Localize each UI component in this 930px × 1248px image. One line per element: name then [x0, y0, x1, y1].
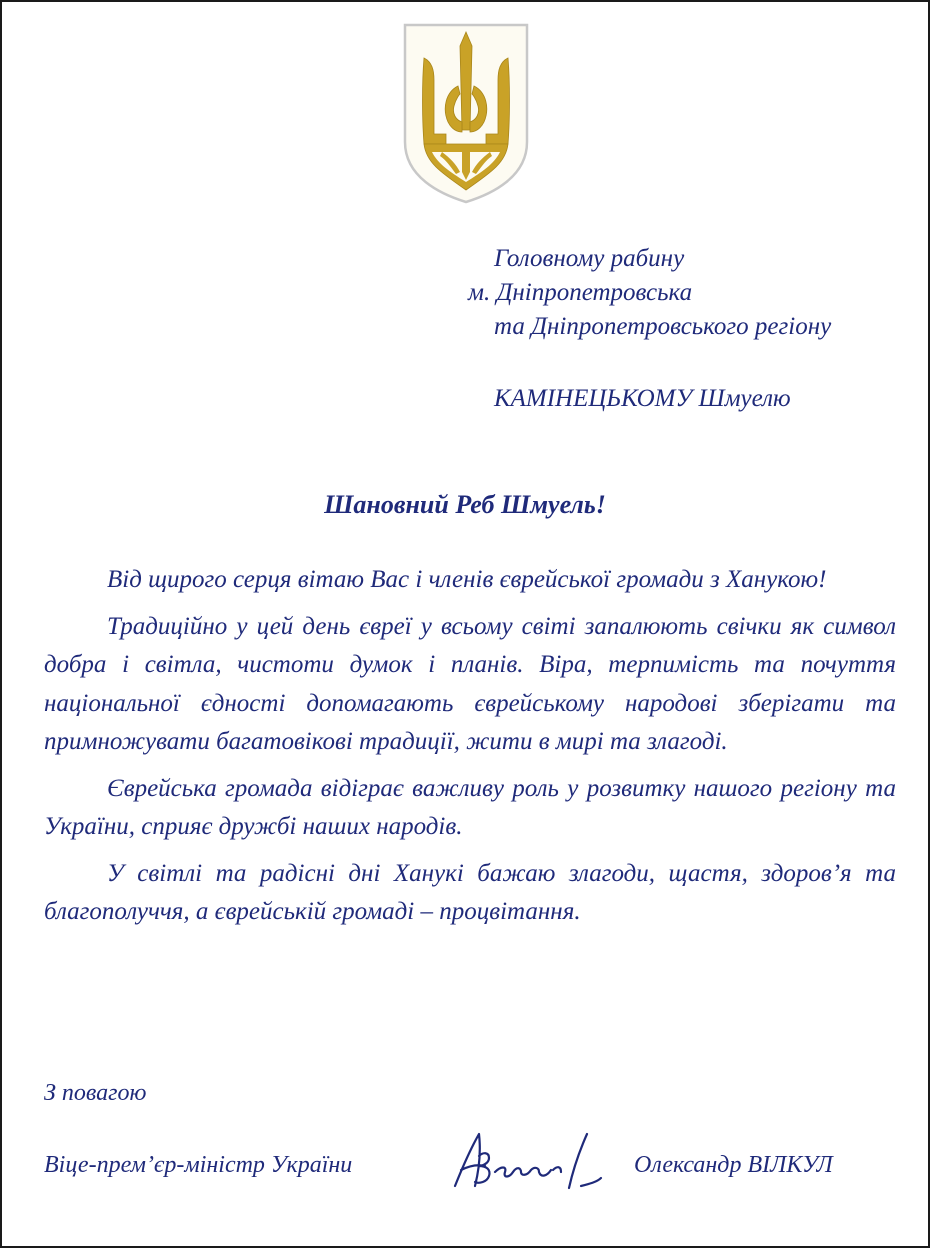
letter-body [44, 561, 896, 932]
signer-position: Віце-прем’єр-міністр України [44, 1152, 353, 1178]
address-line-title: Головному рабину [494, 245, 685, 272]
body-paragraph: Єврейська громада відіграє важливу роль у розвитку нашого регіону та України, сприяє дружбі наших народів. [44, 774, 896, 840]
recipient-name: КАМІНЕЦЬКОМУ Шмуелю [494, 385, 791, 412]
body-paragraph: Від щирого серця вітаю Вас і членів єврейської громади з Ханукою! [107, 566, 827, 593]
address-line-region: та Дніпропетровського регіону [494, 313, 832, 340]
closing-regards: З повагою [44, 1080, 147, 1106]
body-paragraph: Традиційно у цей день євреї у всьому світі запалюють свічки як символ добра і світла, чистоти думок і планів. Віра, терпимість та почуття національної єдності допомагають єврейському народові зберігати та примножувати багатовікові традиції, жити в мирі та злагоді. [44, 612, 896, 755]
salutation: Шановний Реб Шмуель! [324, 490, 606, 519]
tryzub-coat-of-arms-icon [402, 22, 530, 204]
body-paragraph: У світлі та радісні дні Ханукі бажаю злагоди, щастя, здоров’я та благополуччя, а єврейській громаді – процвітання. [44, 859, 896, 925]
signer-name: Олександр ВІЛКУЛ [634, 1152, 833, 1178]
handwritten-signature-icon [449, 1126, 604, 1196]
address-line-city: м. Дніпропетровська [468, 279, 693, 306]
